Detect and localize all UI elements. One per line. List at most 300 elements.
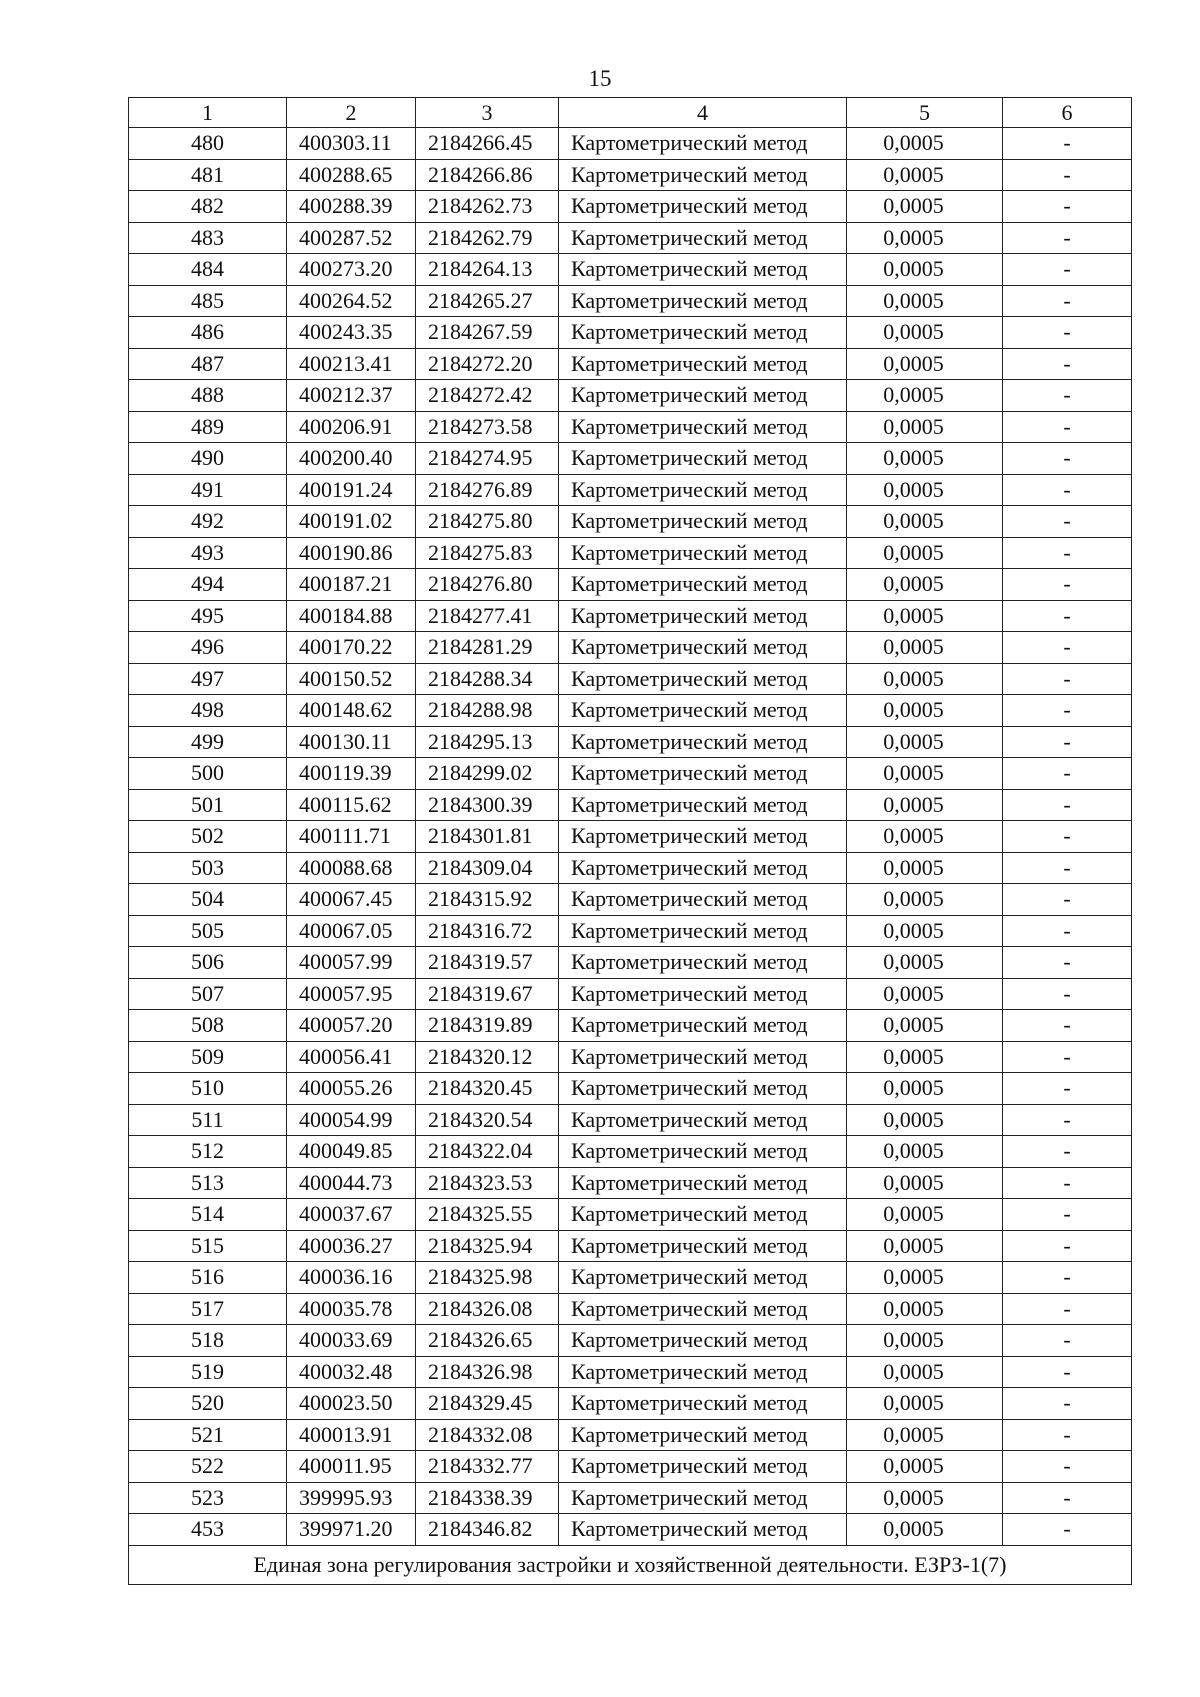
y-coordinate-cell: 2184264.13 <box>416 254 559 286</box>
note-cell: - <box>1003 1262 1132 1294</box>
method-cell: Картометрический метод <box>559 222 847 254</box>
accuracy-cell: 0,0005 <box>847 1167 1003 1199</box>
method-cell: Картометрический метод <box>559 317 847 349</box>
method-cell: Картометрический метод <box>559 1010 847 1042</box>
x-coordinate-cell: 400200.40 <box>287 443 416 475</box>
table-row <box>129 1293 1132 1325</box>
method-cell: Картометрический метод <box>559 1199 847 1231</box>
note-cell: - <box>1003 789 1132 821</box>
accuracy-cell: 0,0005 <box>847 1230 1003 1262</box>
point-number-cell: 497 <box>129 663 287 695</box>
table-row <box>129 663 1132 695</box>
header-row <box>129 98 1132 128</box>
note-cell: - <box>1003 978 1132 1010</box>
page-number: 15 <box>588 66 612 91</box>
y-coordinate-cell: 2184266.45 <box>416 128 559 160</box>
y-coordinate-cell: 2184322.04 <box>416 1136 559 1168</box>
x-coordinate-cell: 400119.39 <box>287 758 416 790</box>
note-cell: - <box>1003 632 1132 664</box>
note-cell: - <box>1003 191 1132 223</box>
table-row <box>129 1388 1132 1420</box>
x-coordinate-cell: 400057.95 <box>287 978 416 1010</box>
y-coordinate-cell: 2184274.95 <box>416 443 559 475</box>
x-coordinate-cell: 400111.71 <box>287 821 416 853</box>
point-number-cell: 493 <box>129 537 287 569</box>
x-coordinate-cell: 400044.73 <box>287 1167 416 1199</box>
point-number-cell: 495 <box>129 600 287 632</box>
method-cell: Картометрический метод <box>559 1388 847 1420</box>
point-number-cell: 498 <box>129 695 287 727</box>
method-cell: Картометрический метод <box>559 632 847 664</box>
accuracy-cell: 0,0005 <box>847 537 1003 569</box>
point-number-cell: 489 <box>129 411 287 443</box>
note-cell: - <box>1003 1419 1132 1451</box>
x-coordinate-cell: 400055.26 <box>287 1073 416 1105</box>
note-cell: - <box>1003 1199 1132 1231</box>
table-row <box>129 285 1132 317</box>
y-coordinate-cell: 2184319.57 <box>416 947 559 979</box>
note-cell: - <box>1003 695 1132 727</box>
table-row <box>129 600 1132 632</box>
table-row <box>129 1514 1132 1546</box>
table-row <box>129 128 1132 160</box>
note-cell: - <box>1003 1230 1132 1262</box>
y-coordinate-cell: 2184275.83 <box>416 537 559 569</box>
table-body <box>129 128 1132 1546</box>
x-coordinate-cell: 400303.11 <box>287 128 416 160</box>
accuracy-cell: 0,0005 <box>847 569 1003 601</box>
accuracy-cell: 0,0005 <box>847 191 1003 223</box>
method-cell: Картометрический метод <box>559 1230 847 1262</box>
method-cell: Картометрический метод <box>559 159 847 191</box>
accuracy-cell: 0,0005 <box>847 821 1003 853</box>
zone-caption: Единая зона регулирования застройки и хозяйственной деятельности. ЕЗРЗ-1(7) <box>129 1545 1132 1584</box>
accuracy-cell: 0,0005 <box>847 852 1003 884</box>
accuracy-cell: 0,0005 <box>847 947 1003 979</box>
note-cell: - <box>1003 411 1132 443</box>
x-coordinate-cell: 400036.27 <box>287 1230 416 1262</box>
y-coordinate-cell: 2184309.04 <box>416 852 559 884</box>
accuracy-cell: 0,0005 <box>847 789 1003 821</box>
table-row <box>129 411 1132 443</box>
y-coordinate-cell: 2184275.80 <box>416 506 559 538</box>
point-number-cell: 514 <box>129 1199 287 1231</box>
column-header-4: 4 <box>559 98 847 128</box>
accuracy-cell: 0,0005 <box>847 726 1003 758</box>
x-coordinate-cell: 400088.68 <box>287 852 416 884</box>
table-row <box>129 537 1132 569</box>
y-coordinate-cell: 2184288.34 <box>416 663 559 695</box>
y-coordinate-cell: 2184325.98 <box>416 1262 559 1294</box>
method-cell: Картометрический метод <box>559 569 847 601</box>
x-coordinate-cell: 400190.86 <box>287 537 416 569</box>
note-cell: - <box>1003 348 1132 380</box>
method-cell: Картометрический метод <box>559 915 847 947</box>
method-cell: Картометрический метод <box>559 128 847 160</box>
table-row <box>129 1104 1132 1136</box>
note-cell: - <box>1003 1388 1132 1420</box>
table-row <box>129 1230 1132 1262</box>
method-cell: Картометрический метод <box>559 1262 847 1294</box>
method-cell: Картометрический метод <box>559 254 847 286</box>
point-number-cell: 518 <box>129 1325 287 1357</box>
accuracy-cell: 0,0005 <box>847 1356 1003 1388</box>
table-row <box>129 317 1132 349</box>
method-cell: Картометрический метод <box>559 348 847 380</box>
y-coordinate-cell: 2184262.79 <box>416 222 559 254</box>
table-row <box>129 821 1132 853</box>
method-cell: Картометрический метод <box>559 884 847 916</box>
y-coordinate-cell: 2184320.45 <box>416 1073 559 1105</box>
note-cell: - <box>1003 1136 1132 1168</box>
accuracy-cell: 0,0005 <box>847 1293 1003 1325</box>
table-row <box>129 915 1132 947</box>
table-row <box>129 1356 1132 1388</box>
point-number-cell: 505 <box>129 915 287 947</box>
y-coordinate-cell: 2184276.80 <box>416 569 559 601</box>
note-cell: - <box>1003 506 1132 538</box>
y-coordinate-cell: 2184262.73 <box>416 191 559 223</box>
point-number-cell: 485 <box>129 285 287 317</box>
y-coordinate-cell: 2184267.59 <box>416 317 559 349</box>
y-coordinate-cell: 2184325.94 <box>416 1230 559 1262</box>
y-coordinate-cell: 2184316.72 <box>416 915 559 947</box>
point-number-cell: 492 <box>129 506 287 538</box>
accuracy-cell: 0,0005 <box>847 380 1003 412</box>
y-coordinate-cell: 2184329.45 <box>416 1388 559 1420</box>
table-row <box>129 1041 1132 1073</box>
point-number-cell: 500 <box>129 758 287 790</box>
method-cell: Картометрический метод <box>559 506 847 538</box>
accuracy-cell: 0,0005 <box>847 1199 1003 1231</box>
method-cell: Картометрический метод <box>559 1356 847 1388</box>
table-row <box>129 1199 1132 1231</box>
y-coordinate-cell: 2184332.77 <box>416 1451 559 1483</box>
table-row <box>129 726 1132 758</box>
table-row <box>129 1419 1132 1451</box>
note-cell: - <box>1003 821 1132 853</box>
table-row <box>129 222 1132 254</box>
y-coordinate-cell: 2184272.42 <box>416 380 559 412</box>
x-coordinate-cell: 400273.20 <box>287 254 416 286</box>
y-coordinate-cell: 2184281.29 <box>416 632 559 664</box>
note-cell: - <box>1003 474 1132 506</box>
point-number-cell: 523 <box>129 1482 287 1514</box>
note-cell: - <box>1003 600 1132 632</box>
accuracy-cell: 0,0005 <box>847 1010 1003 1042</box>
x-coordinate-cell: 400023.50 <box>287 1388 416 1420</box>
point-number-cell: 516 <box>129 1262 287 1294</box>
table-row <box>129 758 1132 790</box>
y-coordinate-cell: 2184320.12 <box>416 1041 559 1073</box>
point-number-cell: 483 <box>129 222 287 254</box>
note-cell: - <box>1003 852 1132 884</box>
accuracy-cell: 0,0005 <box>847 411 1003 443</box>
accuracy-cell: 0,0005 <box>847 159 1003 191</box>
method-cell: Картометрический метод <box>559 1482 847 1514</box>
x-coordinate-cell: 400033.69 <box>287 1325 416 1357</box>
note-cell: - <box>1003 380 1132 412</box>
y-coordinate-cell: 2184332.08 <box>416 1419 559 1451</box>
method-cell: Картометрический метод <box>559 1293 847 1325</box>
x-coordinate-cell: 400067.05 <box>287 915 416 947</box>
accuracy-cell: 0,0005 <box>847 1041 1003 1073</box>
table-row <box>129 569 1132 601</box>
x-coordinate-cell: 400206.91 <box>287 411 416 443</box>
point-number-cell: 507 <box>129 978 287 1010</box>
note-cell: - <box>1003 222 1132 254</box>
method-cell: Картометрический метод <box>559 285 847 317</box>
point-number-cell: 513 <box>129 1167 287 1199</box>
accuracy-cell: 0,0005 <box>847 632 1003 664</box>
accuracy-cell: 0,0005 <box>847 1482 1003 1514</box>
y-coordinate-cell: 2184319.89 <box>416 1010 559 1042</box>
method-cell: Картометрический метод <box>559 789 847 821</box>
y-coordinate-cell: 2184338.39 <box>416 1482 559 1514</box>
accuracy-cell: 0,0005 <box>847 222 1003 254</box>
table-row <box>129 159 1132 191</box>
method-cell: Картометрический метод <box>559 1136 847 1168</box>
accuracy-cell: 0,0005 <box>847 915 1003 947</box>
note-cell: - <box>1003 569 1132 601</box>
point-number-cell: 491 <box>129 474 287 506</box>
method-cell: Картометрический метод <box>559 474 847 506</box>
note-cell: - <box>1003 537 1132 569</box>
column-header-2: 2 <box>287 98 416 128</box>
method-cell: Картометрический метод <box>559 1041 847 1073</box>
method-cell: Картометрический метод <box>559 726 847 758</box>
point-number-cell: 482 <box>129 191 287 223</box>
x-coordinate-cell: 400036.16 <box>287 1262 416 1294</box>
x-coordinate-cell: 400130.11 <box>287 726 416 758</box>
table-row <box>129 1482 1132 1514</box>
method-cell: Картометрический метод <box>559 443 847 475</box>
method-cell: Картометрический метод <box>559 695 847 727</box>
column-header-1: 1 <box>129 98 287 128</box>
accuracy-cell: 0,0005 <box>847 285 1003 317</box>
x-coordinate-cell: 400057.99 <box>287 947 416 979</box>
point-number-cell: 519 <box>129 1356 287 1388</box>
table-row <box>129 632 1132 664</box>
table-row <box>129 695 1132 727</box>
method-cell: Картометрический метод <box>559 978 847 1010</box>
accuracy-cell: 0,0005 <box>847 348 1003 380</box>
point-number-cell: 522 <box>129 1451 287 1483</box>
point-number-cell: 520 <box>129 1388 287 1420</box>
x-coordinate-cell: 400187.21 <box>287 569 416 601</box>
table-row <box>129 789 1132 821</box>
column-header-3: 3 <box>416 98 559 128</box>
point-number-cell: 484 <box>129 254 287 286</box>
method-cell: Картометрический метод <box>559 600 847 632</box>
coordinates-table <box>128 97 1132 1585</box>
method-cell: Картометрический метод <box>559 1073 847 1105</box>
method-cell: Картометрический метод <box>559 758 847 790</box>
x-coordinate-cell: 400035.78 <box>287 1293 416 1325</box>
note-cell: - <box>1003 1010 1132 1042</box>
note-cell: - <box>1003 1451 1132 1483</box>
y-coordinate-cell: 2184301.81 <box>416 821 559 853</box>
point-number-cell: 511 <box>129 1104 287 1136</box>
table-row <box>129 978 1132 1010</box>
table-row <box>129 380 1132 412</box>
x-coordinate-cell: 400288.39 <box>287 191 416 223</box>
x-coordinate-cell: 400067.45 <box>287 884 416 916</box>
x-coordinate-cell: 400288.65 <box>287 159 416 191</box>
method-cell: Картометрический метод <box>559 1451 847 1483</box>
note-cell: - <box>1003 254 1132 286</box>
note-cell: - <box>1003 884 1132 916</box>
x-coordinate-cell: 400011.95 <box>287 1451 416 1483</box>
y-coordinate-cell: 2184295.13 <box>416 726 559 758</box>
y-coordinate-cell: 2184299.02 <box>416 758 559 790</box>
x-coordinate-cell: 400170.22 <box>287 632 416 664</box>
table-row <box>129 191 1132 223</box>
table-row <box>129 1167 1132 1199</box>
note-cell: - <box>1003 1293 1132 1325</box>
x-coordinate-cell: 400037.67 <box>287 1199 416 1231</box>
x-coordinate-cell: 399995.93 <box>287 1482 416 1514</box>
y-coordinate-cell: 2184319.67 <box>416 978 559 1010</box>
note-cell: - <box>1003 128 1132 160</box>
table-header <box>129 98 1132 128</box>
x-coordinate-cell: 400150.52 <box>287 663 416 695</box>
x-coordinate-cell: 400191.24 <box>287 474 416 506</box>
method-cell: Картометрический метод <box>559 191 847 223</box>
x-coordinate-cell: 399971.20 <box>287 1514 416 1546</box>
method-cell: Картометрический метод <box>559 821 847 853</box>
accuracy-cell: 0,0005 <box>847 128 1003 160</box>
table-footer <box>129 1545 1132 1584</box>
method-cell: Картометрический метод <box>559 1419 847 1451</box>
note-cell: - <box>1003 726 1132 758</box>
accuracy-cell: 0,0005 <box>847 317 1003 349</box>
table-row <box>129 852 1132 884</box>
method-cell: Картометрический метод <box>559 1167 847 1199</box>
accuracy-cell: 0,0005 <box>847 474 1003 506</box>
method-cell: Картометрический метод <box>559 1325 847 1357</box>
method-cell: Картометрический метод <box>559 852 847 884</box>
note-cell: - <box>1003 663 1132 695</box>
note-cell: - <box>1003 915 1132 947</box>
y-coordinate-cell: 2184272.20 <box>416 348 559 380</box>
y-coordinate-cell: 2184326.08 <box>416 1293 559 1325</box>
y-coordinate-cell: 2184320.54 <box>416 1104 559 1136</box>
x-coordinate-cell: 400049.85 <box>287 1136 416 1168</box>
note-cell: - <box>1003 1041 1132 1073</box>
y-coordinate-cell: 2184325.55 <box>416 1199 559 1231</box>
footer-row <box>129 1545 1132 1584</box>
accuracy-cell: 0,0005 <box>847 443 1003 475</box>
accuracy-cell: 0,0005 <box>847 506 1003 538</box>
table-row <box>129 506 1132 538</box>
point-number-cell: 504 <box>129 884 287 916</box>
point-number-cell: 509 <box>129 1041 287 1073</box>
note-cell: - <box>1003 317 1132 349</box>
note-cell: - <box>1003 1325 1132 1357</box>
note-cell: - <box>1003 947 1132 979</box>
y-coordinate-cell: 2184266.86 <box>416 159 559 191</box>
y-coordinate-cell: 2184315.92 <box>416 884 559 916</box>
x-coordinate-cell: 400191.02 <box>287 506 416 538</box>
table-row <box>129 1073 1132 1105</box>
point-number-cell: 503 <box>129 852 287 884</box>
accuracy-cell: 0,0005 <box>847 1136 1003 1168</box>
method-cell: Картометрический метод <box>559 1514 847 1546</box>
y-coordinate-cell: 2184323.53 <box>416 1167 559 1199</box>
x-coordinate-cell: 400057.20 <box>287 1010 416 1042</box>
y-coordinate-cell: 2184265.27 <box>416 285 559 317</box>
point-number-cell: 494 <box>129 569 287 601</box>
accuracy-cell: 0,0005 <box>847 695 1003 727</box>
accuracy-cell: 0,0005 <box>847 600 1003 632</box>
table-row <box>129 443 1132 475</box>
point-number-cell: 490 <box>129 443 287 475</box>
accuracy-cell: 0,0005 <box>847 1262 1003 1294</box>
accuracy-cell: 0,0005 <box>847 254 1003 286</box>
column-header-5: 5 <box>847 98 1003 128</box>
table-row <box>129 947 1132 979</box>
method-cell: Картометрический метод <box>559 380 847 412</box>
accuracy-cell: 0,0005 <box>847 978 1003 1010</box>
note-cell: - <box>1003 1514 1132 1546</box>
point-number-cell: 510 <box>129 1073 287 1105</box>
table-row <box>129 254 1132 286</box>
column-header-6: 6 <box>1003 98 1132 128</box>
x-coordinate-cell: 400148.62 <box>287 695 416 727</box>
y-coordinate-cell: 2184276.89 <box>416 474 559 506</box>
note-cell: - <box>1003 285 1132 317</box>
accuracy-cell: 0,0005 <box>847 663 1003 695</box>
point-number-cell: 501 <box>129 789 287 821</box>
point-number-cell: 508 <box>129 1010 287 1042</box>
table-row <box>129 1010 1132 1042</box>
method-cell: Картометрический метод <box>559 663 847 695</box>
y-coordinate-cell: 2184300.39 <box>416 789 559 821</box>
accuracy-cell: 0,0005 <box>847 758 1003 790</box>
point-number-cell: 481 <box>129 159 287 191</box>
accuracy-cell: 0,0005 <box>847 884 1003 916</box>
point-number-cell: 480 <box>129 128 287 160</box>
accuracy-cell: 0,0005 <box>847 1325 1003 1357</box>
point-number-cell: 453 <box>129 1514 287 1546</box>
accuracy-cell: 0,0005 <box>847 1451 1003 1483</box>
table-row <box>129 1451 1132 1483</box>
point-number-cell: 486 <box>129 317 287 349</box>
x-coordinate-cell: 400213.41 <box>287 348 416 380</box>
accuracy-cell: 0,0005 <box>847 1104 1003 1136</box>
accuracy-cell: 0,0005 <box>847 1514 1003 1546</box>
y-coordinate-cell: 2184346.82 <box>416 1514 559 1546</box>
x-coordinate-cell: 400184.88 <box>287 600 416 632</box>
y-coordinate-cell: 2184326.65 <box>416 1325 559 1357</box>
x-coordinate-cell: 400032.48 <box>287 1356 416 1388</box>
table-row <box>129 1262 1132 1294</box>
x-coordinate-cell: 400212.37 <box>287 380 416 412</box>
note-cell: - <box>1003 1104 1132 1136</box>
point-number-cell: 499 <box>129 726 287 758</box>
x-coordinate-cell: 400115.62 <box>287 789 416 821</box>
point-number-cell: 517 <box>129 1293 287 1325</box>
point-number-cell: 487 <box>129 348 287 380</box>
y-coordinate-cell: 2184277.41 <box>416 600 559 632</box>
table-row <box>129 348 1132 380</box>
note-cell: - <box>1003 159 1132 191</box>
note-cell: - <box>1003 443 1132 475</box>
x-coordinate-cell: 400243.35 <box>287 317 416 349</box>
table-row <box>129 474 1132 506</box>
method-cell: Картометрический метод <box>559 1104 847 1136</box>
